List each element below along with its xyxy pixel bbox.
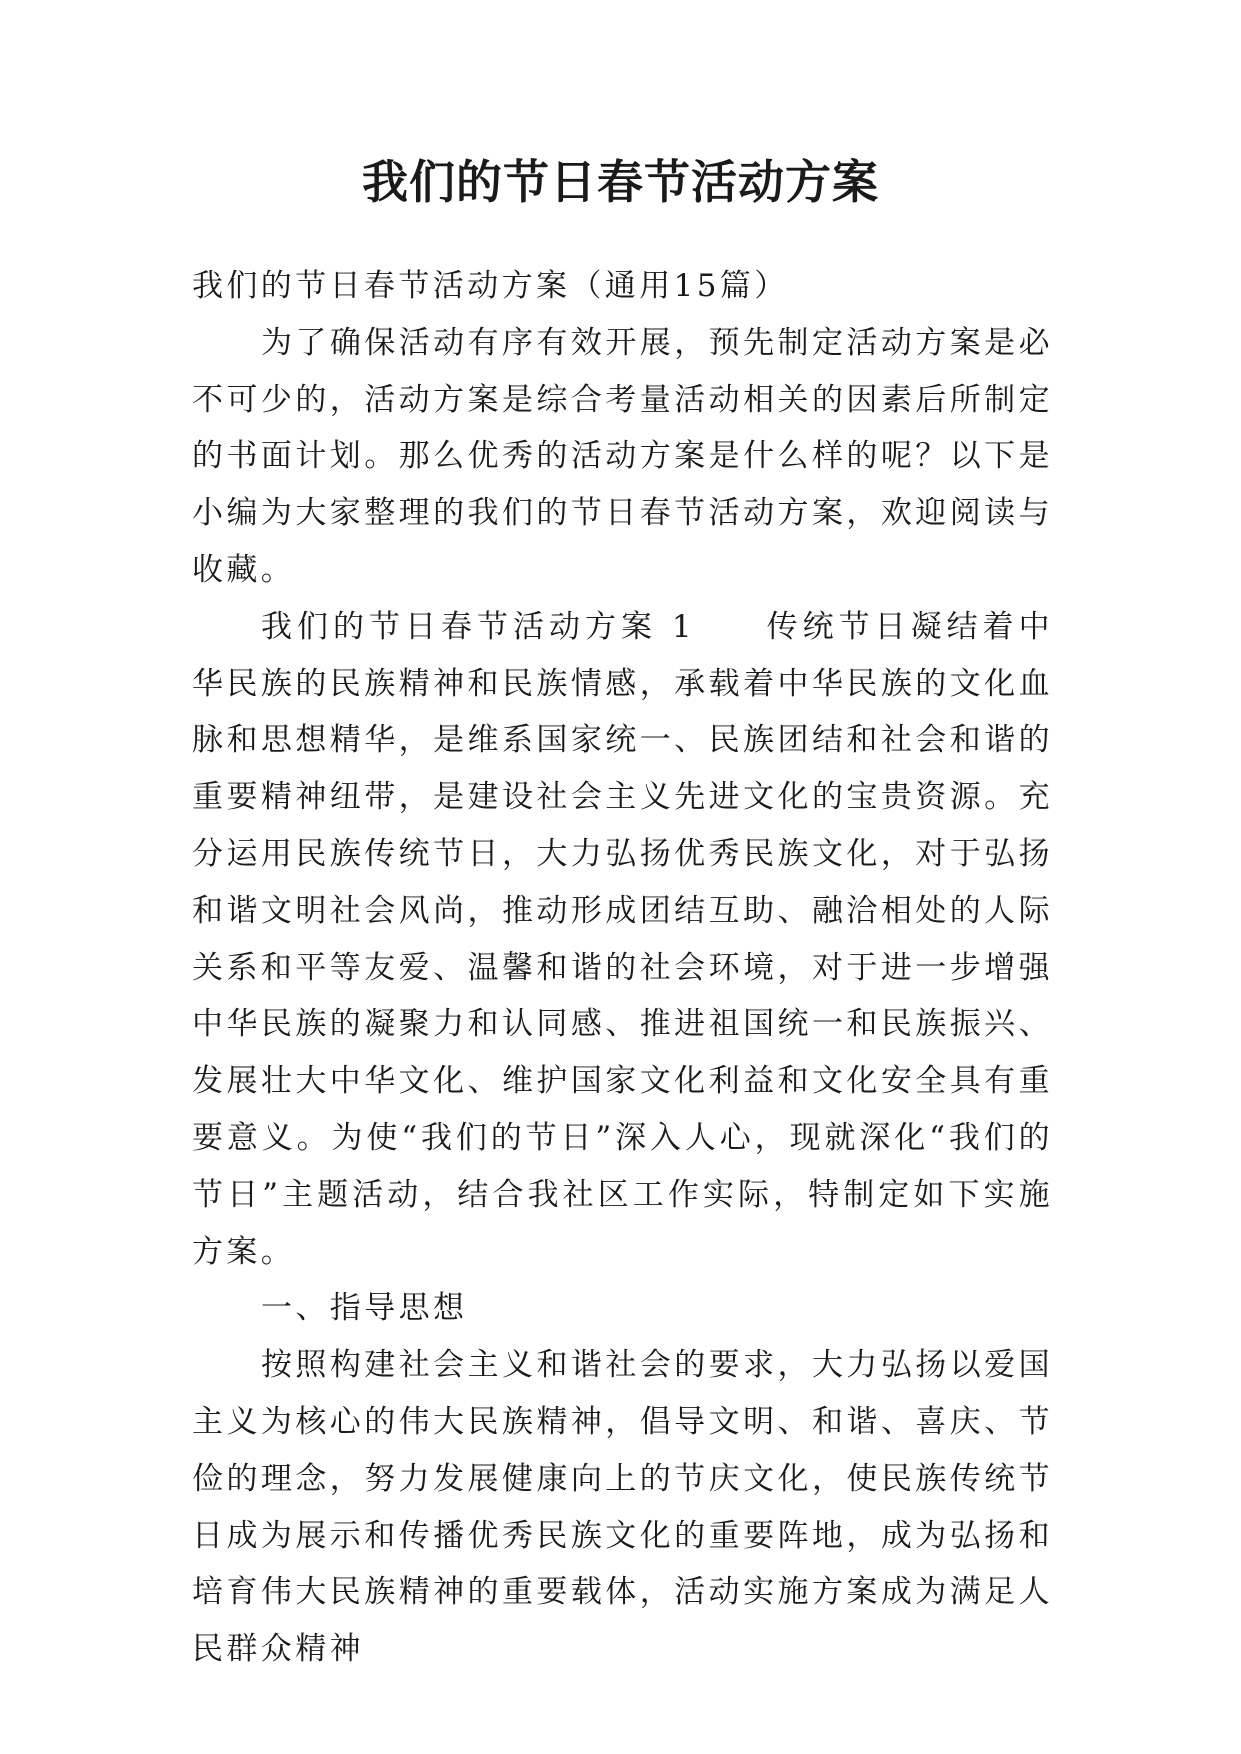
guiding-heading: 一、指导思想 bbox=[261, 1290, 468, 1327]
intro-paragraph: 为了确保活动有序有效开展，预先制定活动方案是必不可少的，活动方案是综合考量活动相关的因素后所制定的书面计划。那么优秀的活动方案是什么样的呢？以下是小编为大家整理的我们的节日春节活动方案，欢迎阅读与收藏。 bbox=[192, 324, 1053, 588]
section-1-paragraph bbox=[192, 599, 1053, 1281]
document-subtitle: 我们的节日春节活动方案（通用15篇） bbox=[192, 268, 789, 304]
document-body bbox=[192, 258, 1053, 1678]
section-1-body: 传统节日凝结着中华民族的民族精神和民族情感，承载着中华民族的文化血脉和思想精华，是维系国家统一、民族团结和社会和谐的重要精神纽带，是建设社会主义先进文化的宝贵资源。充分运用民族传统节日，大力弘扬优秀民族文化，对于弘扬和谐文明社会风尚，推动形成团结互助、融洽相处的人际关系和平等友爱、温馨和谐的社会环境，对于进一步增强中华民族的凝聚力和认同感、推进祖国统一和民族振兴、发展壮大中华文化、维护国家文化利益和文化安全具有重要意义。为使“我们的节日”深入人心，现就深化“我们的节日”主题活动，结合我社区工作实际，特制定如下实施方案。 bbox=[192, 608, 1054, 1270]
guiding-paragraph: 按照构建社会主义和谐社会的要求，大力弘扬以爱国主义为核心的伟大民族精神，倡导文明、和谐、喜庆、节俭的理念，努力发展健康向上的节庆文化，使民族传统节日成为展示和传播优秀民族文化的重要阵地，成为弘扬和培育伟大民族精神的重要载体，活动实施方案成为满足人民群众精神 bbox=[192, 1347, 1053, 1668]
section-1-heading: 我们的节日春节活动方案 1 bbox=[261, 608, 695, 645]
document-title: 我们的节日春节活动方案 bbox=[362, 155, 879, 209]
